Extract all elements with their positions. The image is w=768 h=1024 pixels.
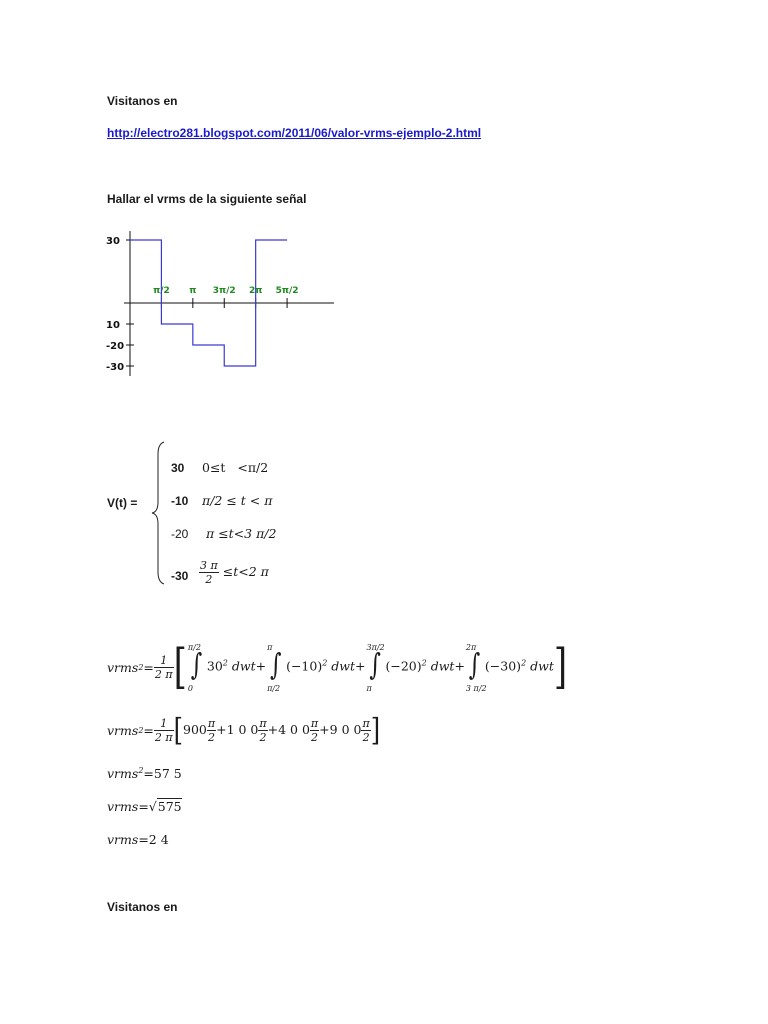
integral-lower-limit: π/2	[267, 684, 281, 693]
equation-1: vrms 2 = $\frac{1}{2 \pi}$ [ π/2 ∫ 0 $30^2$ dwt+ π ∫ π/2 $(-10)^2$ dwt+ 3π/2 ∫ π $(-20)^2$ dwt+ 2π ∫ 3 π/2 $(-30)^2$ dwt ]	[107, 639, 568, 695]
piecewise-row-1-condition: 0≤t <π/2	[202, 460, 269, 475]
integral-upper-limit: π/2	[187, 643, 201, 652]
left-bracket: [	[173, 711, 183, 749]
plus-sign: +	[355, 658, 366, 674]
signal-chart	[100, 226, 336, 378]
y-tick-label: 30	[106, 236, 120, 247]
right-bracket: ]	[370, 711, 381, 749]
integral-upper-limit: π	[267, 643, 273, 652]
piecewise-lhs: V(t) =	[107, 496, 138, 510]
fraction: $\frac{1}{2 \pi}$	[154, 716, 173, 744]
integrand: (−30)	[484, 658, 522, 674]
plus-sign: +	[319, 721, 330, 737]
integral-sign: ∫	[369, 648, 381, 683]
left-bracket: [	[173, 639, 187, 695]
term-fraction	[207, 717, 216, 744]
integral-upper-limit: 3π/2	[366, 643, 385, 652]
integral-lower-limit: 3 π/2	[465, 684, 487, 693]
integral-2	[267, 643, 285, 693]
integral-4	[465, 643, 487, 693]
differential: dwt	[426, 658, 455, 674]
integral-sign: ∫	[190, 648, 203, 683]
x-tick-label: 3π/2	[212, 286, 236, 296]
term-coefficient: 900	[183, 721, 207, 737]
integral-1	[187, 643, 206, 693]
fraction-numerator: π	[310, 716, 319, 730]
blog-link[interactable]: http://electro281.blogspot.com/2011/06/valor-vrms-ejemplo-2.html	[107, 126, 482, 140]
integrand: (−10)	[286, 658, 323, 674]
differential: dwt	[227, 658, 256, 674]
integral-sign: ∫	[468, 648, 481, 683]
equation-2: vrms 2 = $\frac{1}{2 \pi}$ [ 900 $\frac{\pi}{2}$ +1 0 0 $\frac{\pi}{2}$ +4 0 0 $\frac{\pi}{2}$ +9 0 0 $\frac{\pi}{2}$ ]	[107, 711, 381, 749]
visit-label-bottom: Visitanos en	[107, 900, 178, 914]
term-fraction	[310, 717, 319, 744]
piecewise-row-2-condition: π/2 ≤ t < π	[202, 493, 273, 508]
integrand-exponent: 2	[222, 658, 228, 668]
piecewise-row-4-condition: $\frac{3 \pi}{2}$ ≤t<2 π	[200, 559, 269, 586]
differential: dwt	[526, 658, 554, 674]
x-tick-label: π	[189, 286, 197, 296]
x-tick-label: 2π	[248, 286, 263, 296]
integral-3	[366, 643, 385, 693]
plus-sign: +	[216, 721, 227, 737]
integral-sign: ∫	[270, 648, 282, 683]
plus-sign: +	[267, 721, 279, 737]
differential: dwt	[327, 658, 356, 674]
integrand: (−20)	[385, 658, 422, 674]
fraction-denominator: 2	[259, 730, 267, 744]
term-coefficient: 9 0 0	[329, 721, 362, 737]
piecewise-row-3-value: -20	[171, 527, 189, 541]
term-fraction	[258, 717, 267, 744]
x-tick-label: 5π/2	[275, 286, 299, 296]
piecewise-row-2-value: -10	[171, 494, 189, 508]
signal-chart-svg	[100, 226, 336, 378]
fraction: $\frac{1}{2 \pi}$	[154, 653, 173, 681]
piecewise-row-3-condition: π ≤t<3 π/2	[206, 526, 277, 541]
plus-sign: +	[454, 658, 465, 674]
equation-2-terms	[183, 717, 371, 744]
fraction-numerator: π	[207, 716, 216, 730]
fraction-denominator: 2	[207, 730, 215, 744]
fraction-numerator: π	[362, 716, 370, 730]
plus-sign: +	[255, 658, 267, 674]
term-fraction	[361, 717, 370, 744]
term-coefficient: 1 0 0	[226, 721, 259, 737]
piecewise-row-4-value: -30	[171, 569, 189, 583]
fraction-denominator: 2	[311, 730, 319, 744]
term-coefficient: 4 0 0	[278, 721, 310, 737]
y-tick-label: 10	[106, 320, 120, 331]
right-bracket: ]	[553, 639, 568, 695]
equation-3: vrms$^2$=57 5	[107, 766, 182, 782]
integral-upper-limit: 2π	[465, 643, 477, 652]
equation-1-terms	[187, 643, 554, 693]
fraction: $\frac{3 \pi}{2}$	[200, 559, 218, 586]
equation-4: vrms=√575	[107, 799, 182, 814]
x-tick-label: π/2	[153, 286, 170, 296]
integral-lower-limit: 0	[187, 684, 193, 693]
integrand-exponent: 2	[322, 658, 328, 668]
visit-label-top: Visitanos en	[107, 94, 178, 108]
problem-title: Hallar el vrms de la siguiente señal	[107, 192, 307, 206]
y-tick-label: -20	[106, 341, 125, 352]
y-tick-label: -30	[106, 362, 125, 373]
piecewise-brace	[150, 440, 170, 586]
integrand-exponent: 2	[521, 658, 527, 668]
brace-icon	[150, 440, 170, 586]
equation-5: vrms=2 4	[107, 832, 169, 847]
integral-lower-limit: π	[366, 684, 372, 693]
fraction-denominator: 2	[362, 730, 370, 744]
integrand-exponent: 2	[421, 658, 427, 668]
piecewise-row-1-value: 30	[171, 461, 185, 475]
fraction-numerator: π	[259, 716, 267, 730]
integrand: 30	[206, 658, 223, 674]
